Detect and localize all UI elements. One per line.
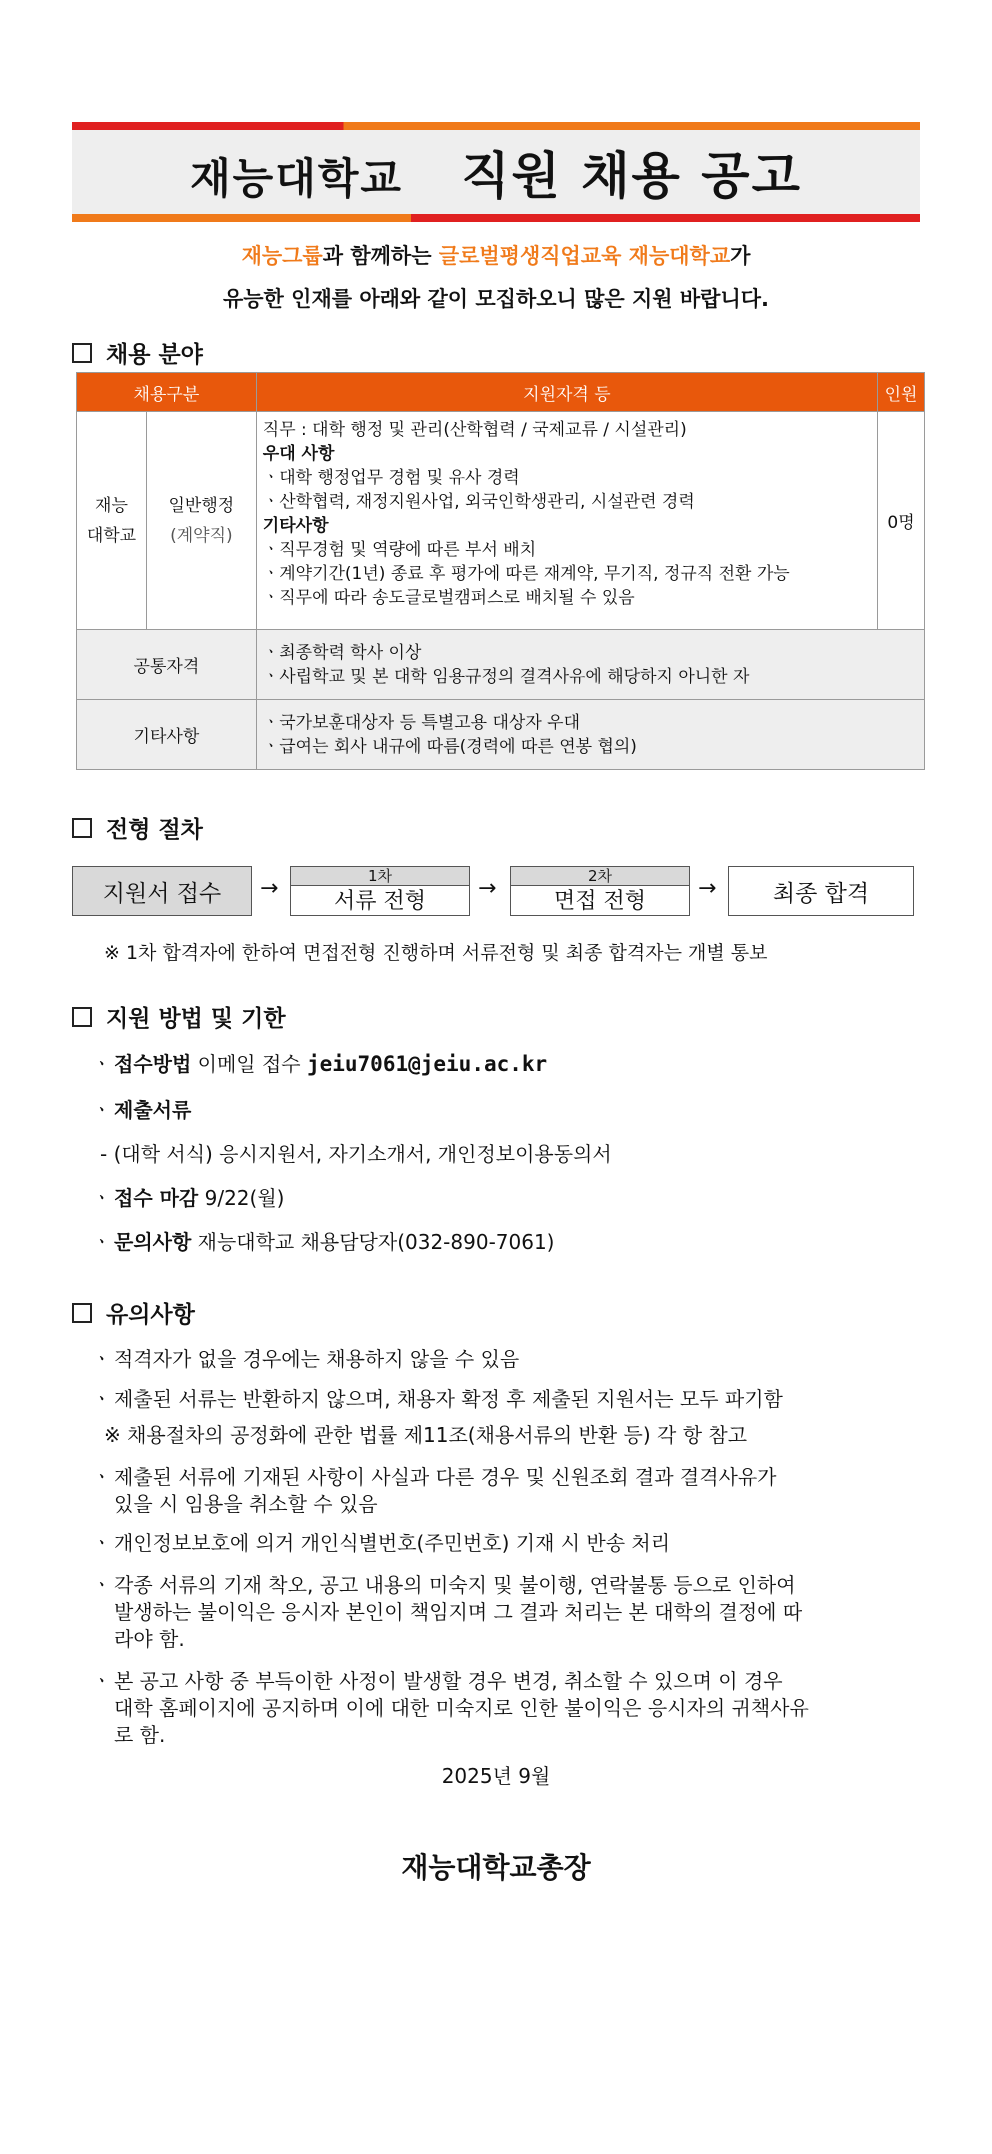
list-item: ㆍ직무에 따라 송도글로벌캠퍼스로 배치될 수 있음 (262, 588, 635, 608)
note-text: 발생하는 불이익은 응시자 본인이 책임지며 그 결과 처리는 본 대학의 결정에 따 (114, 1600, 803, 1624)
deadline-text: 9/22(월) (198, 1186, 285, 1210)
other-label: 기타사항 (77, 700, 257, 770)
title-top-bar (72, 122, 920, 130)
bullet-icon: ㆍ (92, 1052, 112, 1076)
intro-org-university: 글로벌평생직업교육 재능대학교 (438, 244, 731, 268)
process-step-apply: 지원서 접수 (72, 866, 252, 916)
intro-org-group: 재능그룹 (241, 244, 323, 268)
checkbox-square-icon (72, 343, 92, 363)
signer: 재능대학교총장 (401, 1851, 591, 1884)
list-item: ㆍ대학 행정업무 경험 및 유사 경력 (262, 468, 520, 488)
header-category: 채용구분 (77, 373, 257, 412)
list-item: ㆍ계약기간(1년) 종료 후 평가에 따른 재계약, 무기직, 정규직 전환 가능 (262, 564, 790, 584)
section-title: 지원 방법 및 기한 (106, 1006, 286, 1032)
common-label: 공통자격 (77, 630, 257, 700)
list-item: ㆍ산학협력, 재정지원사업, 외국인학생관리, 시설관련 경력 (262, 492, 695, 512)
process-note: ※ 1차 합격자에 한하여 면접전형 진행하며 서류전형 및 최종 합격자는 개별 통보 (104, 942, 768, 964)
stage-tag: 2차 (511, 867, 689, 886)
title-institution: 재능대학교 (190, 154, 403, 203)
method-text: 이메일 접수 (191, 1052, 307, 1076)
note-text: 로 함. (114, 1723, 166, 1747)
apply-docs (92, 1096, 191, 1124)
note-text: 적격자가 없을 경우에는 채용하지 않을 수 있음 (114, 1347, 520, 1371)
note-text: 있을 시 임용을 취소할 수 있음 (114, 1492, 378, 1516)
section-heading-positions (72, 336, 203, 369)
intro-text-1: 과 함께하는 (322, 244, 439, 268)
list-item: ㆍ급여는 회사 내규에 따름(경력에 따른 연봉 협의) (262, 736, 637, 757)
note-item-5 (92, 1572, 912, 1653)
email-link[interactable]: jeiu7061@jeiu.ac.kr (306, 1052, 548, 1076)
contact-text: 재능대학교 채용담당자(032-890-7061) (191, 1230, 555, 1254)
recruit-table (76, 372, 925, 770)
title-banner (72, 122, 920, 222)
bullet-icon: ㆍ (92, 1573, 112, 1597)
section-heading-apply (72, 1000, 286, 1033)
note-text: 개인정보보호에 의거 개인식별번호(주민번호) 기재 시 반송 처리 (114, 1531, 671, 1555)
title-bottom-bar (72, 214, 920, 222)
checkbox-square-icon (72, 818, 92, 838)
common-cell (256, 630, 924, 700)
process-step-final: 최종 합격 (728, 866, 914, 916)
header-count: 인원 (878, 373, 925, 412)
bullet-icon: ㆍ (92, 1186, 112, 1210)
note-text: 대학 홈페이지에 공지하며 이에 대한 미숙지로 인한 불이익은 응시자의 귀책사유 (114, 1696, 809, 1720)
note-item-3 (92, 1464, 912, 1518)
note-text: 라야 함. (114, 1627, 185, 1651)
docs-list: - (대학 서식) 응시지원서, 자기소개서, 개인정보이용동의서 (100, 1142, 612, 1166)
header-qualification: 지원자격 등 (256, 373, 877, 412)
job-cell (146, 412, 256, 630)
stage-tag: 1차 (291, 867, 469, 886)
job-type: (계약직) (170, 525, 233, 546)
method-label: 접수방법 (114, 1052, 192, 1076)
list-item: ㆍ최종학력 학사 이상 (262, 642, 422, 663)
note-item-6 (92, 1668, 912, 1749)
bullet-icon: ㆍ (92, 1230, 112, 1254)
note-item-4 (92, 1530, 912, 1557)
checkbox-square-icon (72, 1007, 92, 1027)
docs-label: 제출서류 (114, 1098, 192, 1122)
list-item: ㆍ직무경험 및 역량에 따른 부서 배치 (262, 540, 537, 560)
preference-title: 우대 사항 (262, 444, 335, 464)
contact-label: 문의사항 (114, 1230, 192, 1254)
section-title: 유의사항 (106, 1302, 195, 1328)
count-cell: 0명 (878, 412, 925, 630)
note-text: 본 공고 사항 중 부득이한 사정이 발생할 경우 변경, 취소할 수 있으며 이 경우 (114, 1669, 783, 1693)
title-background (72, 130, 920, 214)
deadline-label: 접수 마감 (114, 1186, 199, 1210)
list-item: ㆍ사립학교 및 본 대학 임용규정의 결격사유에 해당하지 아니한 자 (262, 666, 750, 687)
section-heading-process (72, 811, 203, 844)
bullet-icon: ㆍ (92, 1465, 112, 1489)
process-step-document (290, 866, 470, 916)
apply-method (92, 1050, 547, 1078)
page-title (190, 136, 802, 208)
job-title: 일반행정 (168, 495, 235, 516)
intro-line-2: 유능한 인재를 아래와 같이 모집하오니 많은 지원 바랍니다. (222, 287, 770, 311)
bullet-icon: ㆍ (92, 1098, 112, 1122)
intro-line-1 (72, 240, 920, 270)
process-step-interview (510, 866, 690, 916)
table-row-common (77, 630, 925, 700)
bullet-icon: ㆍ (92, 1531, 112, 1555)
bullet-icon: ㆍ (92, 1347, 112, 1371)
bullet-icon: ㆍ (92, 1387, 112, 1411)
note-text: 제출된 서류는 반환하지 않으며, 채용자 확정 후 제출된 지원서는 모두 파기함 (114, 1387, 783, 1411)
table-row-other (77, 700, 925, 770)
table-header-row (77, 373, 925, 412)
arrow-right-icon: → (478, 876, 497, 901)
table-row-position (77, 412, 925, 630)
stage-label: 면접 전형 (553, 889, 646, 914)
duty-text: 직무 : 대학 행정 및 관리(산학협력 / 국제교류 / 시설관리) (262, 420, 687, 440)
section-title: 채용 분야 (106, 342, 203, 368)
bullet-icon: ㆍ (92, 1669, 112, 1693)
notice-date: 2025년 9월 (441, 1764, 551, 1788)
note-text: 제출된 서류에 기재된 사항이 사실과 다른 경우 및 신원조회 결과 결격사유가 (114, 1465, 777, 1489)
qualification-cell (256, 412, 877, 630)
title-heading: 직원 채용 공고 (461, 147, 802, 205)
intro-text-2: 가 (730, 244, 751, 268)
etc-title: 기타사항 (262, 516, 329, 536)
apply-contact (92, 1228, 554, 1256)
checkbox-square-icon (72, 1303, 92, 1323)
arrow-right-icon: → (260, 876, 279, 901)
apply-deadline (92, 1184, 284, 1212)
unit-cell: 재능 대학교 (77, 412, 147, 630)
arrow-right-icon: → (698, 876, 717, 901)
list-item: ㆍ국가보훈대상자 등 특별고용 대상자 우대 (262, 712, 581, 733)
note-item-2 (92, 1386, 912, 1413)
note-reference: ※ 채용절차의 공정화에 관한 법률 제11조(채용서류의 반환 등) 각 항 참고 (104, 1423, 748, 1447)
note-item-1 (92, 1346, 912, 1373)
stage-label: 서류 전형 (333, 889, 426, 914)
other-cell (256, 700, 924, 770)
section-title: 전형 절차 (106, 817, 203, 843)
section-heading-notes (72, 1296, 195, 1329)
note-text: 각종 서류의 기재 착오, 공고 내용의 미숙지 및 불이행, 연락불통 등으로 인하여 (114, 1573, 796, 1597)
